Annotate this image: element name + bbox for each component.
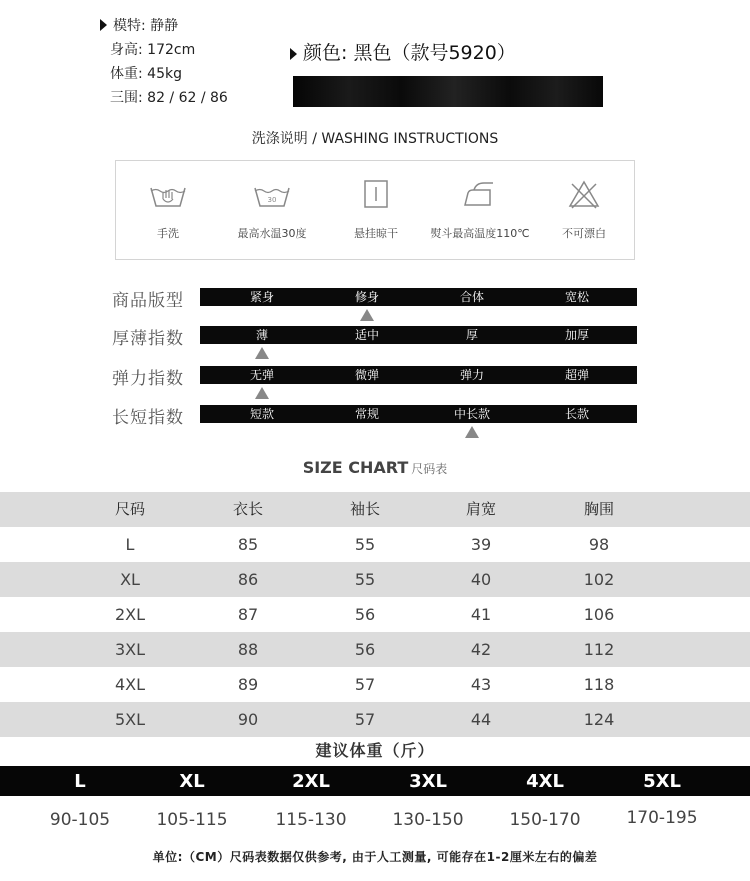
recommend-weight-range: 170-195 [626,808,698,828]
table-cell: 42 [470,640,492,659]
index-option: 薄 [255,328,268,342]
table-cell: 102 [583,570,615,589]
selected-marker-icon [255,387,269,399]
wash-label: 悬挂晾干 [354,227,398,240]
iron-icon [460,179,500,211]
table-cell: 85 [237,535,259,554]
table-header-cell: 袖长 [349,500,380,518]
index-option: 紧身 [249,290,274,304]
table-cell: 2XL [114,605,146,624]
table-cell: 55 [354,535,376,554]
index-option: 弹力 [459,368,484,382]
table-cell: 57 [354,675,376,694]
table-row [0,702,750,737]
selected-marker-icon [360,309,374,321]
table-cell: 3XL [114,640,146,659]
selected-marker-icon [255,347,269,359]
wash-label: 手洗 [157,227,179,240]
recommend-size-label: 5XL [643,771,681,792]
table-cell: 86 [237,570,259,589]
table-cell: 89 [237,675,259,694]
recommend-weight-range: 90-105 [49,810,111,830]
wash-temp-text: 30 [267,196,277,204]
water-temp-icon [252,179,292,211]
table-cell: 124 [583,710,615,729]
washing-title: 洗涤说明 / WASHING INSTRUCTIONS [251,131,499,147]
index-option: 宽松 [564,290,589,304]
index-option: 加厚 [564,328,589,342]
recommend-size-label: 3XL [409,771,447,792]
table-cell: 56 [354,640,376,659]
wash-label: 不可漂白 [562,227,606,240]
table-header-cell: 尺码 [114,500,145,518]
recommend-weight-range: 150-170 [509,810,581,830]
recommend-size-bar [0,766,750,796]
table-cell: 87 [237,605,259,624]
index-bar [200,405,637,423]
table-cell: 39 [470,535,492,554]
table-row [0,667,750,702]
table-cell: 88 [237,640,259,659]
hang-dry-icon [356,179,396,211]
table-cell: 56 [354,605,376,624]
table-cell: 98 [588,535,610,554]
table-row [0,632,750,667]
size-chart-title-text: SIZE CHART [302,458,409,477]
index-option: 长款 [564,407,589,421]
wash-item-iron [428,161,532,261]
bullet-triangle-icon [290,48,297,60]
color-info [290,38,516,65]
size-chart-subtitle: 尺码表 [411,462,448,476]
index-option: 合体 [459,290,484,304]
table-cell: 40 [470,570,492,589]
size-chart-table [0,492,750,737]
table-cell: 41 [470,605,492,624]
table-cell: 43 [470,675,492,694]
index-option: 中长款 [453,407,490,421]
recommend-title: 建议体重（斤） [315,741,435,760]
table-cell: L [125,535,135,554]
bullet-triangle-icon [100,19,107,31]
table-row [0,527,750,562]
table-cell: 57 [354,710,376,729]
footnote: 单位:（CM）尺码表数据仅供参考, 由于人工测量, 可能存在1-2厘米左右的偏差 [152,850,598,864]
table-cell: 55 [354,570,376,589]
index-option: 超弹 [564,368,589,382]
model-weight: 体重: 45kg [110,66,182,82]
index-label: 商品版型 [112,291,184,311]
table-cell: 5XL [114,710,146,729]
index-bar [200,326,637,344]
model-name: 模特: 静静 [113,18,179,34]
model-height: 身高: 172cm [110,42,196,58]
index-label: 弹力指数 [112,369,184,389]
index-bar [200,288,637,306]
table-header-cell: 衣长 [232,500,263,518]
index-option: 适中 [354,328,379,342]
table-cell: 118 [583,675,615,694]
table-cell: 90 [237,710,259,729]
fabric-swatch [293,76,603,107]
wash-item-water-temp [220,161,324,261]
recommend-weight-range: 115-130 [275,810,347,830]
model-measurements: 三围: 82 / 62 / 86 [110,90,228,106]
index-label: 厚薄指数 [112,329,184,349]
table-row [0,597,750,632]
wash-item-no-bleach [532,161,636,261]
table-header-cell: 胸围 [583,500,614,518]
table-cell: 44 [470,710,492,729]
index-option: 微弹 [354,368,379,382]
index-option: 厚 [465,328,478,342]
no-bleach-icon [564,179,604,211]
index-label: 长短指数 [112,408,184,428]
index-option: 短款 [249,407,274,421]
size-chart-title [0,458,750,477]
wash-label: 最高水温30度 [237,227,307,240]
wash-item-hand-wash [116,161,220,261]
recommend-size-label: XL [179,771,205,792]
index-option: 修身 [354,290,379,304]
selected-marker-icon [465,426,479,438]
recommend-size-label: 4XL [526,771,564,792]
washing-box [115,160,635,260]
wash-item-hang-dry [324,161,428,261]
index-option: 无弹 [249,368,274,382]
table-cell: XL [120,570,140,589]
table-cell: 106 [583,605,615,624]
index-option: 常规 [354,407,379,421]
wash-label: 熨斗最高温度110℃ [430,227,530,240]
table-cell: 112 [583,640,615,659]
recommend-weight-range: 130-150 [392,810,464,830]
recommend-size-label: 2XL [292,771,330,792]
recommend-weight-range: 105-115 [156,810,228,830]
hand-wash-icon [148,179,188,211]
table-row [0,562,750,597]
recommend-size-label: L [74,771,86,792]
table-header-cell: 肩宽 [465,500,496,518]
table-header-row [0,492,750,527]
model-info [110,14,228,110]
index-bar [200,366,637,384]
color-info-text: 颜色: 黑色（款号5920） [303,42,516,64]
table-cell: 4XL [114,675,146,694]
